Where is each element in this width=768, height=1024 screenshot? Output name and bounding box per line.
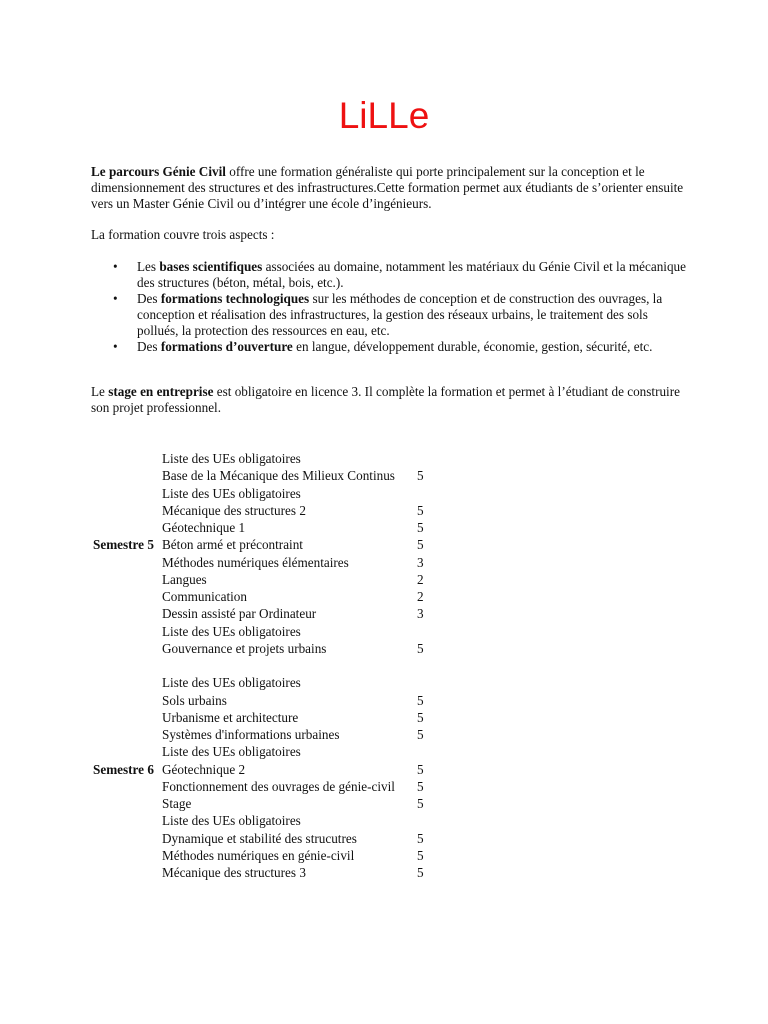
bullet-icon: •	[113, 339, 118, 354]
bullet-text-after: sur les méthodes de conception et de construction des ouvrages, la conception et réalisation des infrastructures, la gestion des réseaux urbains, le traitement des sols pollués, la protection des ressources en eau, etc.	[137, 291, 663, 338]
bullet-text-after: associées au domaine, notamment les matériaux du Génie Civil et la mécanique des structures (béton, métal, bois, etc.).	[137, 259, 686, 290]
table-row	[91, 674, 451, 691]
ue-credits: 5	[417, 520, 424, 535]
list-item	[91, 259, 691, 291]
ue-name: Base de la Mécanique des Milieux Continus	[162, 468, 395, 484]
intro-paragraph	[91, 164, 691, 212]
ue-name: Liste des UEs obligatoires	[162, 451, 301, 466]
ue-credits: 5	[417, 692, 424, 708]
table-row	[91, 623, 451, 640]
ue-credits: 5	[417, 537, 424, 553]
ue-credits: 5	[417, 709, 424, 725]
table-row	[91, 588, 451, 605]
ue-name: Communication	[162, 589, 247, 604]
bullet-text-before: Des	[137, 291, 161, 306]
ue-credits: 5	[417, 761, 424, 777]
table-row	[91, 502, 451, 519]
ue-credits: 5	[417, 640, 424, 656]
table-row	[91, 536, 451, 553]
table-row	[91, 795, 451, 812]
aspects-intro: La formation couvre trois aspects :	[91, 227, 275, 242]
bullet-bold: formations technologiques	[160, 291, 310, 306]
table-row	[91, 812, 451, 829]
bullet-icon: •	[113, 291, 118, 306]
ue-name: Systèmes d'informations urbaines	[162, 727, 340, 742]
ue-name: Dynamique et stabilité des strucutres	[162, 830, 357, 846]
page-title: LiLLe	[338, 95, 430, 136]
ue-name: Méthodes numériques élémentaires	[162, 554, 349, 570]
semester-label: Semestre 5	[93, 537, 154, 553]
ue-name: Géotechnique 2	[162, 761, 246, 777]
ue-name: Géotechnique 1	[162, 520, 246, 535]
ue-credits: 2	[417, 571, 424, 587]
ue-name: Stage	[162, 796, 192, 811]
table-row	[91, 605, 451, 622]
bullet-icon: •	[113, 259, 118, 274]
ue-name: Urbanisme et architecture	[162, 709, 299, 725]
semester-label: Semestre 6	[93, 761, 154, 777]
ue-credits: 3	[417, 554, 424, 570]
ue-credits: 5	[417, 865, 424, 880]
ue-name: Béton armé et précontraint	[162, 537, 303, 553]
intro-text: offre une formation généraliste qui porte principalement sur la conception et le dimensionnement des structures et des infrastructures.Cette formation permet aux étudiants de s’orienter ensuite vers un Master Génie Civil ou d’intégrer une école d’ingénieurs.	[91, 164, 684, 211]
table-row	[91, 692, 451, 709]
table-row	[91, 709, 451, 726]
ue-name: Mécanique des structures 2	[162, 502, 306, 518]
table-row	[91, 450, 451, 467]
table-row	[91, 640, 451, 657]
ue-credits: 3	[417, 606, 424, 622]
table-row	[91, 864, 451, 881]
bullet-text-after: en langue, développement durable, économie, gestion, sécurité, etc.	[292, 339, 653, 354]
intro-bold: Le parcours Génie Civil	[91, 164, 226, 179]
table-row	[91, 554, 451, 571]
stage-text-before: Le	[91, 384, 109, 399]
table-row	[91, 743, 451, 760]
ue-credits: 5	[417, 796, 424, 811]
list-item	[91, 291, 691, 339]
table-row	[91, 485, 451, 502]
ue-name: Liste des UEs obligatoires	[162, 744, 301, 760]
table-row	[91, 726, 451, 743]
ue-name: Langues	[162, 571, 207, 587]
ue-credits: 2	[417, 589, 424, 604]
ue-name: Liste des UEs obligatoires	[162, 675, 301, 691]
ue-name: Liste des UEs obligatoires	[162, 813, 301, 829]
ue-name: Liste des UEs obligatoires	[162, 485, 301, 501]
ue-name: Sols urbains	[162, 692, 227, 708]
ue-credits: 5	[417, 502, 424, 518]
stage-paragraph	[91, 384, 691, 416]
ue-credits: 5	[417, 468, 424, 484]
ue-name: Méthodes numériques en génie-civil	[162, 847, 355, 863]
table-row	[91, 830, 451, 847]
ue-name: Gouvernance et projets urbains	[162, 640, 327, 656]
ue-credits: 5	[417, 830, 424, 846]
table-row	[91, 519, 451, 536]
ue-name: Liste des UEs obligatoires	[162, 623, 301, 639]
bullet-bold: formations d’ouverture	[160, 339, 293, 354]
bullet-bold: bases scientifiques	[159, 259, 263, 274]
list-item	[91, 339, 691, 355]
table-row	[91, 467, 451, 484]
ue-name: Dessin assisté par Ordinateur	[162, 606, 317, 622]
ue-credits: 5	[417, 778, 424, 794]
table-row	[91, 778, 451, 795]
bullet-text-before: Des	[137, 339, 161, 354]
ue-name: Fonctionnement des ouvrages de génie-civil	[162, 778, 395, 794]
stage-text-after: est obligatoire en licence 3. Il complète la formation et permet à l’étudiant de construire son projet professionnel.	[91, 384, 680, 415]
aspects-list	[91, 259, 691, 355]
table-row	[91, 761, 451, 778]
ue-name: Mécanique des structures 3	[162, 865, 306, 880]
stage-bold: stage en entreprise	[108, 384, 214, 399]
table-row	[91, 847, 451, 864]
table-row	[91, 571, 451, 588]
bullet-text-before: Les	[137, 259, 160, 274]
ue-credits: 5	[417, 727, 424, 742]
ue-credits: 5	[417, 847, 424, 863]
